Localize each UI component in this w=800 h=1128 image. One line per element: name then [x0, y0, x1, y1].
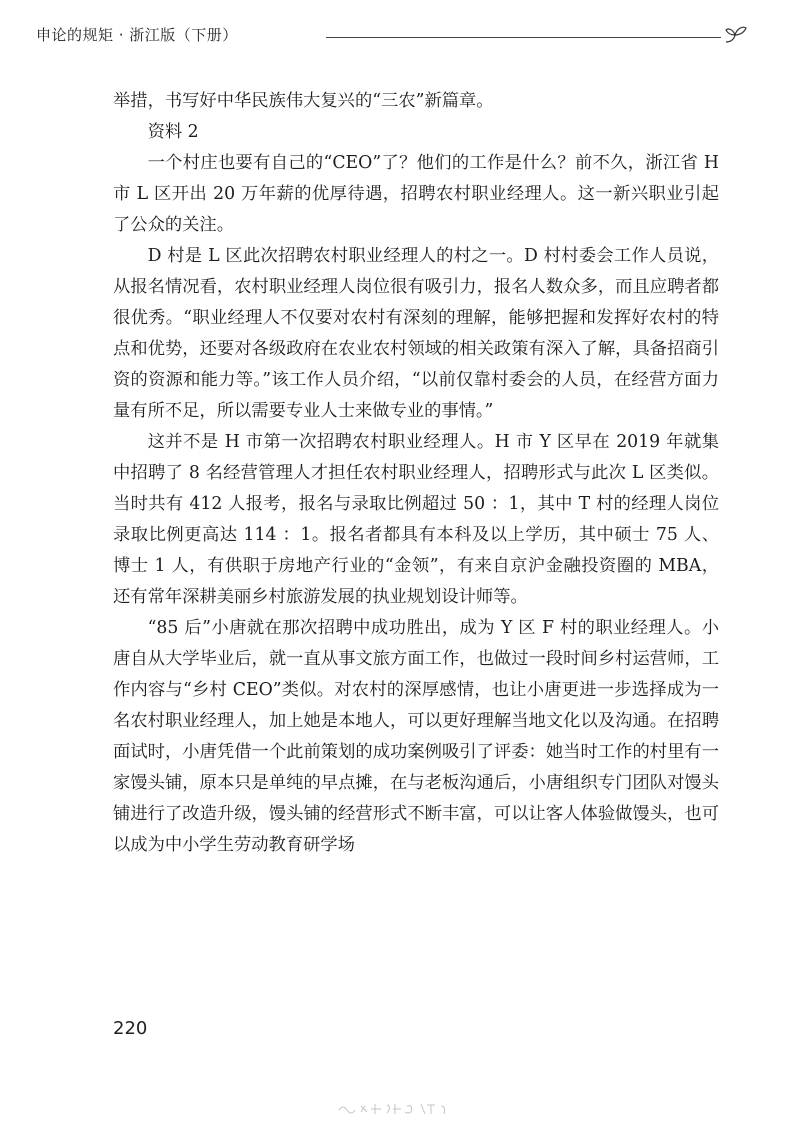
header-rule	[326, 37, 721, 38]
sprout-icon	[720, 20, 750, 50]
paragraph: “85 后”小唐就在那次招聘中成功胜出，成为 Y 区 F 村的职业经理人。小唐自从大学毕业后，就一直从事文旅方面工作，也做过一段时间乡村运营师，工作内容与“乡村 CEO”类似。对农村的深厚感情，也让小唐更进一步选择成为一名农村职业经理人，加上她是本地人，可以更好理解当地文化以及沟通。在招聘面试时，小唐凭借一个此前策划的成功案例吸引了评委：她当时工作的村里有一家馒头铺，原本只是单纯的早点摊，在与老板沟通后，小唐组织专门团队对馒头铺进行了改造升级，馒头铺的经营形式不断丰富，可以让客人体验做馒头，也可以成为中小学生劳动教育研学场	[113, 618, 719, 855]
running-header	[36, 20, 768, 50]
header-title: 申论的规矩 · 浙江版（下册）	[36, 26, 238, 44]
section-heading: 资料 2	[147, 122, 199, 142]
paragraph-continuation: 举措，书写好中华民族伟大复兴的“三农”新篇章。	[113, 91, 494, 111]
paragraph: D 村是 L 区此次招聘农村职业经理人的村之一。D 村村委会工作人员说，从报名情况看，农村职业经理人岗位很有吸引力，报名人数众多，而且应聘者都很优秀。“职业经理人不仅要对农村有深刻的理解，能够把握和发挥好农村的特点和优势，还要对各级政府在农业农村领域的相关政策有深入了解，具备招商引资的资源和能力等。”该工作人员介绍，“以前仅靠村委会的人员，在经营方面力量有所不足，所以需要专业人士来做专业的事情。”	[113, 246, 719, 421]
body-text	[113, 86, 719, 861]
paragraph: 一个村庄也要有自己的“CEO”了？他们的工作是什么？前不久，浙江省 H 市 L 区开出 20 万年薪的优厚待遇，招聘农村职业经理人。这一新兴职业引起了公众的关注。	[113, 153, 719, 235]
footer-watermark	[335, 1100, 455, 1116]
paragraph: 这并不是 H 市第一次招聘农村职业经理人。H 市 Y 区早在 2019 年就集中招聘了 8 名经营管理人才担任农村职业经理人，招聘形式与此次 L 区类似。当时共有 412 人报考，报名与录取比例超过 50 ：1，其中 T 村的经理人岗位录取比例更高达 114 ：1。报名者都具有本科及以上学历，其中硕士 75 人、博士 1 人，有供职于房地产行业的“金领”，有来自京沪金融投资圈的 MBA，还有常年深耕美丽乡村旅游发展的执业规划设计师等。	[113, 432, 719, 607]
page-number: 220	[113, 1018, 148, 1039]
